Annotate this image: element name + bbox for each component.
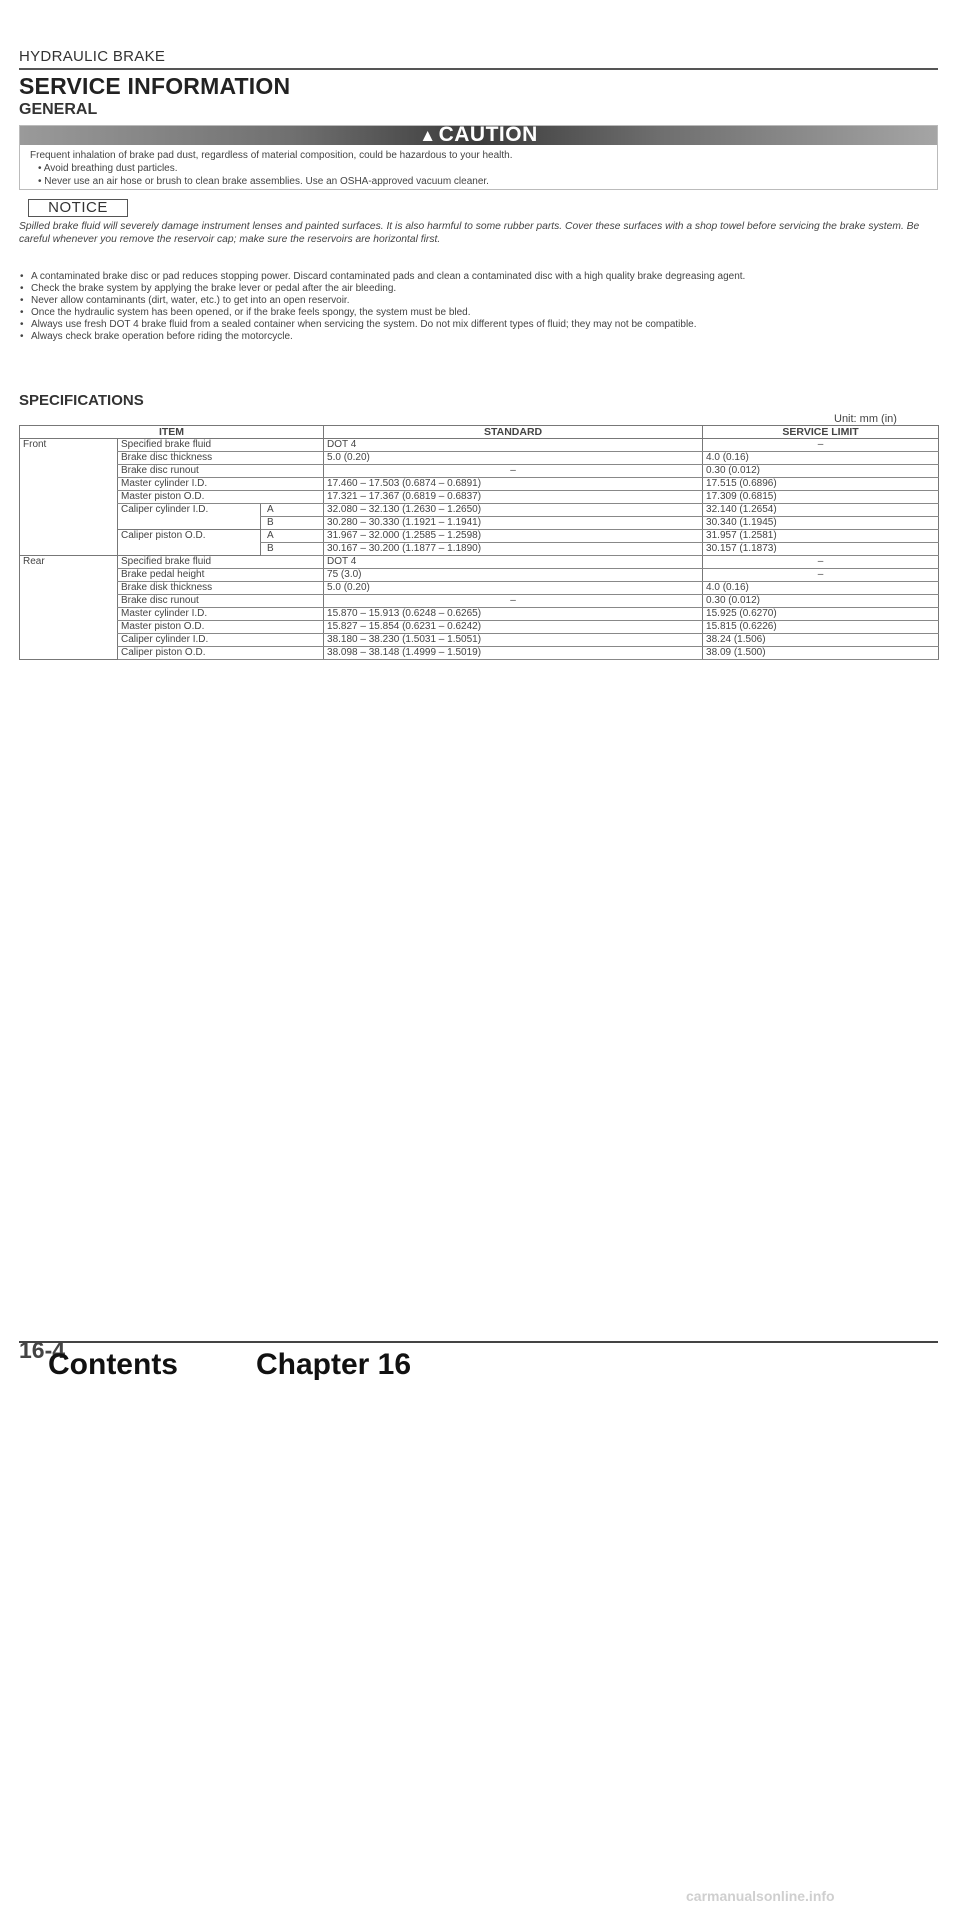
sub-cell: A bbox=[261, 530, 324, 543]
limit-cell: 30.157 (1.1873) bbox=[703, 543, 939, 556]
table-row bbox=[20, 452, 939, 465]
column-header-item: ITEM bbox=[20, 426, 324, 439]
table-row bbox=[20, 608, 939, 621]
standard-cell: 31.967 – 32.000 (1.2585 – 1.2598) bbox=[324, 530, 703, 543]
column-header-limit: SERVICE LIMIT bbox=[703, 426, 939, 439]
sub-cell: A bbox=[261, 504, 324, 517]
watermark: carmanualsonline.info bbox=[686, 1888, 835, 1904]
standard-cell: 30.167 – 30.200 (1.1877 – 1.1890) bbox=[324, 543, 703, 556]
list-item: • Once the hydraulic system has been opened, or if the brake feels spongy, the system must be bled. bbox=[19, 307, 934, 319]
contents-link[interactable]: Contents bbox=[48, 1348, 178, 1381]
caution-text bbox=[30, 149, 513, 188]
limit-cell: 30.340 (1.1945) bbox=[703, 517, 939, 530]
item-cell: Specified brake fluid bbox=[118, 556, 324, 569]
specifications-table bbox=[19, 425, 939, 660]
table-row bbox=[20, 621, 939, 634]
specifications-heading: SPECIFICATIONS bbox=[19, 392, 144, 409]
caution-body: Frequent inhalation of brake pad dust, regardless of material composition, could be hazardous to your health. bbox=[30, 150, 513, 161]
sub-cell: B bbox=[261, 543, 324, 556]
table-row bbox=[20, 439, 939, 452]
caution-label: CAUTION bbox=[438, 123, 538, 146]
item-cell: Master cylinder I.D. bbox=[118, 608, 324, 621]
table-row bbox=[20, 465, 939, 478]
table-row bbox=[20, 569, 939, 582]
limit-cell: – bbox=[703, 439, 939, 452]
limit-cell: 15.815 (0.6226) bbox=[703, 621, 939, 634]
table-row bbox=[20, 582, 939, 595]
limit-cell: 31.957 (1.2581) bbox=[703, 530, 939, 543]
standard-cell: 38.098 – 38.148 (1.4999 – 1.5019) bbox=[324, 647, 703, 660]
notice-label: NOTICE bbox=[28, 199, 128, 217]
item-cell: Master cylinder I.D. bbox=[118, 478, 324, 491]
limit-cell: – bbox=[703, 569, 939, 582]
general-list bbox=[19, 271, 934, 343]
limit-cell: 15.925 (0.6270) bbox=[703, 608, 939, 621]
item-cell: Caliper piston O.D. bbox=[118, 647, 324, 660]
limit-cell: 0.30 (0.012) bbox=[703, 465, 939, 478]
page-number: 16-4 bbox=[19, 1337, 66, 1363]
limit-cell: 17.515 (0.6896) bbox=[703, 478, 939, 491]
list-item: • Never allow contaminants (dirt, water, etc.) to get into an open reservoir. bbox=[19, 295, 934, 307]
unit-label: Unit: mm (in) bbox=[834, 413, 897, 425]
standard-cell: 30.280 – 30.330 (1.1921 – 1.1941) bbox=[324, 517, 703, 530]
table-row bbox=[20, 634, 939, 647]
list-item: • Always check brake operation before riding the motorcycle. bbox=[19, 331, 934, 343]
standard-cell: 5.0 (0.20) bbox=[324, 452, 703, 465]
table-row bbox=[20, 478, 939, 491]
limit-cell: 0.30 (0.012) bbox=[703, 595, 939, 608]
table-row bbox=[20, 556, 939, 569]
limit-cell: 38.24 (1.506) bbox=[703, 634, 939, 647]
sub-cell: B bbox=[261, 517, 324, 530]
standard-cell: DOT 4 bbox=[324, 556, 703, 569]
table-row bbox=[20, 491, 939, 504]
standard-cell: 15.827 – 15.854 (0.6231 – 0.6242) bbox=[324, 621, 703, 634]
general-heading: GENERAL bbox=[19, 101, 98, 118]
table-row bbox=[20, 530, 939, 543]
limit-cell: – bbox=[703, 556, 939, 569]
warning-triangle-icon: ▲ bbox=[419, 126, 437, 145]
list-item: • Always use fresh DOT 4 brake fluid from a sealed container when servicing the system. Do not mix different types of fluid; they may not be compatible. bbox=[19, 319, 934, 331]
group-label-rear: Rear bbox=[20, 556, 118, 660]
item-cell: Master piston O.D. bbox=[118, 621, 324, 634]
column-header-standard: STANDARD bbox=[324, 426, 703, 439]
footer-rule bbox=[19, 1341, 938, 1343]
item-cell: Specified brake fluid bbox=[118, 439, 324, 452]
standard-cell: 5.0 (0.20) bbox=[324, 582, 703, 595]
standard-cell: 75 (3.0) bbox=[324, 569, 703, 582]
item-cell: Caliper cylinder I.D. bbox=[118, 504, 261, 530]
item-cell: Master piston O.D. bbox=[118, 491, 324, 504]
header-rule bbox=[19, 68, 938, 70]
limit-cell: 17.309 (0.6815) bbox=[703, 491, 939, 504]
notice-text: Spilled brake fluid will severely damage instrument lenses and painted surfaces. It is also harmful to some rubber parts. Cover these surfaces with a shop towel before servicing the brake system. Be careful whenever you remove the reservoir cap; make sure the reservoirs are horizontal first. bbox=[19, 221, 920, 245]
limit-cell: 32.140 (1.2654) bbox=[703, 504, 939, 517]
limit-cell: 4.0 (0.16) bbox=[703, 452, 939, 465]
caution-bullet: • Avoid breathing dust particles. bbox=[38, 163, 178, 174]
standard-cell: 17.460 – 17.503 (0.6874 – 0.6891) bbox=[324, 478, 703, 491]
group-label-front: Front bbox=[20, 439, 118, 556]
standard-cell: DOT 4 bbox=[324, 439, 703, 452]
standard-cell: – bbox=[324, 595, 703, 608]
standard-cell: 17.321 – 17.367 (0.6819 – 0.6837) bbox=[324, 491, 703, 504]
caution-banner bbox=[20, 123, 937, 146]
item-cell: Caliper piston O.D. bbox=[118, 530, 261, 556]
page-title: SERVICE INFORMATION bbox=[19, 73, 291, 99]
item-cell: Brake disc runout bbox=[118, 465, 324, 478]
table-row bbox=[20, 647, 939, 660]
item-cell: Caliper cylinder I.D. bbox=[118, 634, 324, 647]
list-item: • A contaminated brake disc or pad reduces stopping power. Discard contaminated pads and clean a contaminated disc with a high quality brake degreasing agent. bbox=[19, 271, 934, 283]
standard-cell: 15.870 – 15.913 (0.6248 – 0.6265) bbox=[324, 608, 703, 621]
table-row bbox=[20, 504, 939, 517]
standard-cell: 38.180 – 38.230 (1.5031 – 1.5051) bbox=[324, 634, 703, 647]
limit-cell: 4.0 (0.16) bbox=[703, 582, 939, 595]
item-cell: Brake disk thickness bbox=[118, 582, 324, 595]
standard-cell: – bbox=[324, 465, 703, 478]
list-item: • Check the brake system by applying the brake lever or pedal after the air bleeding. bbox=[19, 283, 934, 295]
section-heading: HYDRAULIC BRAKE bbox=[19, 48, 166, 65]
caution-box bbox=[19, 125, 938, 190]
table-header-row bbox=[20, 426, 939, 439]
caution-title bbox=[20, 123, 937, 147]
standard-cell: 32.080 – 32.130 (1.2630 – 1.2650) bbox=[324, 504, 703, 517]
item-cell: Brake disc thickness bbox=[118, 452, 324, 465]
caution-bullet: • Never use an air hose or brush to clean brake assemblies. Use an OSHA-approved vacuum cleaner. bbox=[38, 176, 489, 187]
limit-cell: 38.09 (1.500) bbox=[703, 647, 939, 660]
table-row bbox=[20, 595, 939, 608]
item-cell: Brake pedal height bbox=[118, 569, 324, 582]
chapter-link[interactable]: Chapter 16 bbox=[256, 1348, 412, 1381]
item-cell: Brake disc runout bbox=[118, 595, 324, 608]
